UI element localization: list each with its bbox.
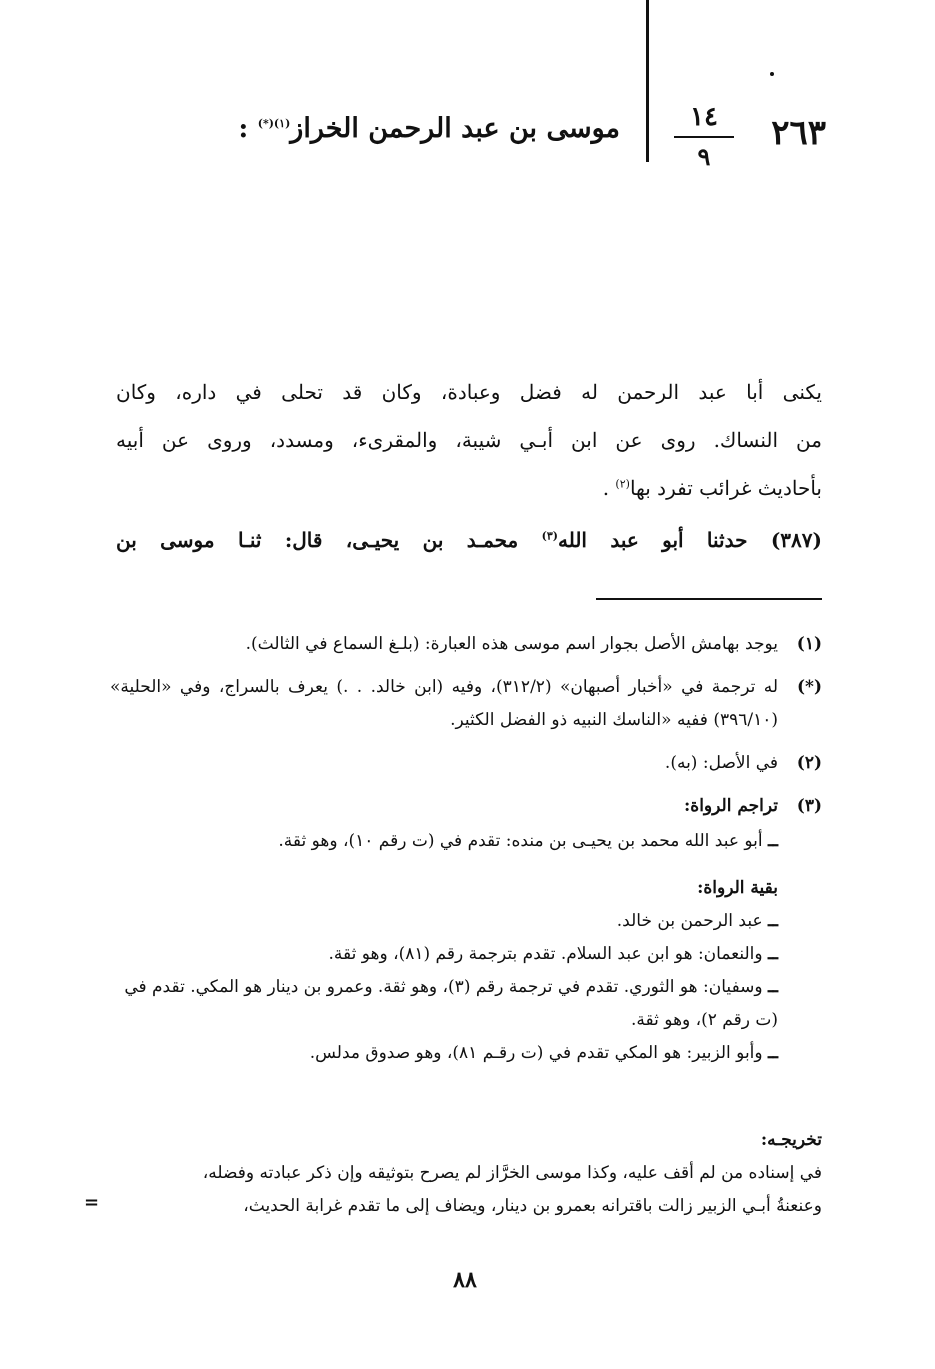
biography-paragraph: [116, 368, 822, 568]
hadith-line: [116, 516, 822, 564]
footnote-star: [110, 671, 822, 737]
header-dot: [770, 72, 774, 76]
remaining-narrator-2-text: والنعمان: هو ابن عبد السلام. تقدم بترجمة رقم (٨١)، وهو ثقة.: [328, 944, 763, 964]
remaining-narrators-heading: بقية الرواة:: [697, 878, 778, 898]
dash-3: ــ: [768, 944, 778, 964]
footnote-2-text: في الأصل: (به).: [664, 753, 778, 773]
fraction-bottom: ٩: [697, 142, 711, 171]
hadith-start: (٣٨٧) حدثنا أبو عبد الله: [557, 528, 822, 552]
dash-4: ــ: [768, 977, 778, 997]
remaining-narrator-1: [110, 905, 822, 938]
dash-5: ــ: [768, 1043, 778, 1063]
takhrij-section: [70, 1124, 822, 1234]
entry-title: [100, 104, 620, 154]
remaining-narrator-4-text: وأبو الزبير: هو المكي تقدم في (ت رقـم ٨١)، وهو صدوق مدلس.: [309, 1043, 763, 1063]
footnote-2: [110, 747, 822, 780]
footnote-2-mark: (٢): [796, 753, 822, 773]
header-divider-line: [646, 0, 649, 162]
remaining-narrator-3-text: وسفيان: هو الثوري. تقدم في ترجمة رقم (٣)، وهو ثقة. وعمرو بن دينار هو المكي. تقدم في (ت رقم ٢)، وهو ثقة.: [124, 977, 778, 1030]
body-line-3-end: .: [602, 476, 616, 500]
hadith-rest: محمـد بن يحيـى، قال: ثنـا موسى بن: [116, 528, 542, 552]
narrators-heading: تراجم الرواة:: [684, 796, 778, 816]
takhrij-title: تخريجـه:: [760, 1130, 822, 1150]
footnote-star-mark: (*): [797, 677, 822, 697]
narrator-item: [110, 825, 778, 858]
entry-title-text: موسى بن عبد الرحمن الخراز: [290, 113, 620, 144]
entry-number: ٢٦٣: [771, 113, 826, 153]
continuation-mark: =: [84, 1192, 100, 1213]
body-line-3: [116, 464, 822, 512]
narrator-item-1-text: أبو عبد الله محمد بن يحيـى بن منده: تقدم في (ت رقم ١٠)، وهو ثقة.: [278, 831, 763, 851]
body-footnote-ref-2: (٢): [615, 477, 630, 491]
dash-1: ــ: [768, 831, 778, 851]
takhrij-line-1: في إسناده من لم أقف عليه، وكذا موسى الخرَّاز لم يصرح بتوثيقه وإن ذكر عبادته وفضله،: [202, 1163, 822, 1183]
remaining-narrator-1-text: عبد الرحمن بن خالد.: [616, 911, 763, 931]
remaining-narrator-3: [110, 971, 822, 1037]
fraction-top: ١٤: [690, 102, 718, 132]
hadith-footnote-ref-3: (٣): [541, 529, 558, 543]
fraction-bar: [674, 136, 734, 138]
page-number: ٨٨: [453, 1267, 477, 1293]
body-line-2: من النساك. روى عن ابن أبـي شيبة، والمقرىء، ومسدد، وروى عن أبيه: [116, 428, 822, 452]
footnote-separator: [596, 598, 822, 600]
footnote-3: [110, 790, 822, 858]
footnote-star-text: له ترجمة في «أخبار أصبهان» (٣١٢/٢)، وفيه (ابن خالد. . .) يعرف بالسراج، وفي «الحلية» (٣٩٦/١٠) ففيه «الناسك النبيه ذو الفضل الكثير.: [110, 677, 778, 730]
entry-fraction: [672, 100, 736, 176]
remaining-narrator-4: [110, 1037, 822, 1070]
body-line-1: يكنى أبا عبد الرحمن له فضل وعبادة، وكان قد تحلى في داره، وكان: [116, 380, 822, 404]
footnote-3-mark: (٣): [796, 796, 822, 816]
dash-2: ــ: [768, 911, 778, 931]
body-line-3-text: بأحاديث غرائب تفرد بها: [629, 476, 822, 500]
remaining-narrator-2: [110, 938, 822, 971]
footnote-1-text: يوجد بهامش الأصل بجوار اسم موسى هذه العبارة: (بلـغ السماع في الثالث).: [245, 634, 778, 654]
entry-title-end: :: [238, 113, 258, 144]
footnote-1-mark: (١): [796, 634, 822, 654]
title-footnote-refs: (١)(*): [257, 117, 291, 130]
takhrij-line-2: وعنعنةُ أبـي الزبير زالت باقترانه بعمرو بن دينار، ويضاف إلى ما تقدم غرابة الحديث،: [243, 1196, 822, 1216]
footnote-1: [110, 628, 822, 661]
